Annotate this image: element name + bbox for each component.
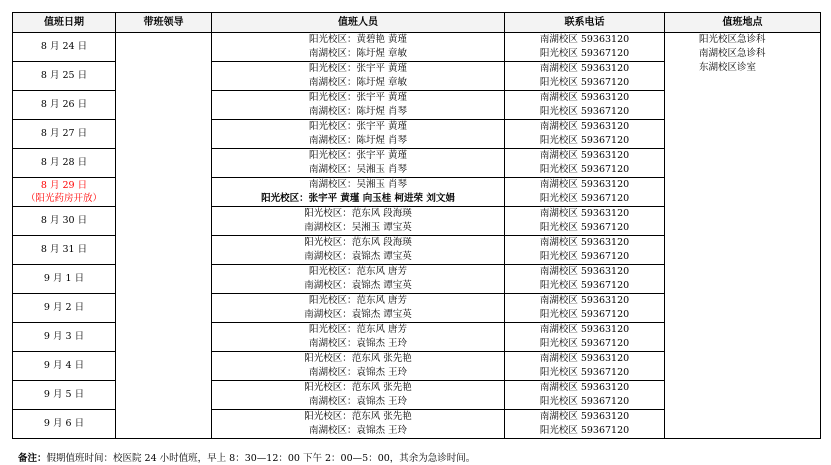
phone-line: 阳光校区 59367120: [539, 425, 630, 436]
phone-cell: [505, 33, 665, 62]
staff-line: 南湖校区：袁锦杰 王玲: [308, 425, 408, 436]
staff-line: 南湖校区：袁锦杰 谭宝英: [304, 280, 412, 291]
date-cell: [13, 410, 116, 439]
staff-line: 阳光校区：范东风 张先艳: [304, 353, 412, 364]
staff-cell: [212, 381, 505, 410]
date-cell: [13, 120, 116, 149]
date-label: 9 月 4 日: [43, 360, 85, 372]
staff-line: 阳光校区：范东风 张先艳: [304, 382, 412, 393]
staff-line: 南湖校区：吴湘玉 肖琴: [308, 179, 408, 190]
date-cell: [13, 236, 116, 265]
date-label: 9 月 6 日: [43, 418, 85, 430]
date-cell: [13, 178, 116, 207]
staff-cell: [212, 207, 505, 236]
staff-line: 南湖校区：吴湘玉 肖琴: [308, 164, 408, 175]
phone-cell: [505, 91, 665, 120]
phone-cell: [505, 410, 665, 439]
phone-line: 南湖校区 59363120: [539, 295, 630, 306]
date-label: 9 月 2 日: [43, 302, 85, 314]
phone-line: 南湖校区 59363120: [539, 382, 630, 393]
phone-cell: [505, 294, 665, 323]
staff-cell: [212, 178, 505, 207]
phone-line: 阳光校区 59367120: [539, 164, 630, 175]
header-leader: 带班领导: [116, 13, 212, 33]
phone-cell: [505, 62, 665, 91]
phone-line: 阳光校区 59367120: [539, 48, 630, 59]
staff-line: 南湖校区：陈圩煋 肖琴: [308, 135, 408, 146]
phone-line: 阳光校区 59367120: [539, 251, 630, 262]
staff-cell: [212, 352, 505, 381]
phone-cell: [505, 323, 665, 352]
staff-cell: [212, 294, 505, 323]
phone-cell: [505, 352, 665, 381]
date-cell: [13, 62, 116, 91]
staff-line: 阳光校区：黄碧艳 黄瑾: [308, 34, 408, 45]
location-line: 东湖校区诊室: [699, 62, 757, 73]
staff-line: 阳光校区：张宇平 黄瑾: [308, 92, 408, 103]
staff-line: 阳光校区：张宇平 黄瑾: [308, 63, 408, 74]
phone-line: 阳光校区 59367120: [539, 135, 630, 146]
date-cell: [13, 207, 116, 236]
staff-line: 阳光校区：张宇平 黄瑾: [308, 121, 408, 132]
date-cell: [13, 381, 116, 410]
staff-line: 阳光校区：范东风 唐芳: [308, 266, 408, 277]
footnote: [18, 453, 475, 465]
phone-line: 南湖校区 59363120: [539, 92, 630, 103]
phone-cell: [505, 120, 665, 149]
staff-cell: [212, 265, 505, 294]
phone-line: 南湖校区 59363120: [539, 63, 630, 74]
header-row: [13, 13, 821, 33]
phone-line: 阳光校区 59367120: [539, 367, 630, 378]
staff-cell: [212, 62, 505, 91]
staff-line: 南湖校区：陈圩煋 肖琴: [308, 106, 408, 117]
staff-line: 阳光校区：范东风 段海瑛: [304, 237, 412, 248]
phone-cell: [505, 178, 665, 207]
staff-cell: [212, 410, 505, 439]
date-label: 8 月 29 日: [40, 179, 88, 191]
location-line: 南湖校区急诊科: [699, 48, 766, 59]
staff-line: 南湖校区：袁锦杰 王玲: [308, 367, 408, 378]
staff-cell: [212, 149, 505, 178]
staff-line: 阳光校区：范东风 唐芳: [308, 295, 408, 306]
phone-line: 南湖校区 59363120: [539, 324, 630, 335]
date-label: 8 月 25 日: [40, 70, 88, 82]
phone-line: 南湖校区 59363120: [539, 266, 630, 277]
staff-line: 阳光校区：范东风 段海瑛: [304, 208, 412, 219]
phone-line: 南湖校区 59363120: [539, 237, 630, 248]
header-staff: 值班人员: [212, 13, 505, 33]
location-cell: [665, 33, 821, 439]
date-label: 9 月 5 日: [43, 389, 85, 401]
phone-line: 南湖校区 59363120: [539, 34, 630, 45]
staff-cell: [212, 323, 505, 352]
date-label: 8 月 30 日: [40, 215, 88, 227]
phone-line: 南湖校区 59363120: [539, 353, 630, 364]
date-note: （阳光药房开放）: [25, 193, 102, 204]
phone-line: 阳光校区 59367120: [539, 338, 630, 349]
table-row: [13, 33, 821, 62]
header-date: 值班日期: [13, 13, 116, 33]
phone-cell: [505, 149, 665, 178]
duty-table: [12, 12, 821, 439]
staff-line: 阳光校区：范东风 张先艳: [304, 411, 412, 422]
phone-line: 南湖校区 59363120: [539, 208, 630, 219]
phone-line: 阳光校区 59367120: [539, 309, 630, 320]
staff-line: 南湖校区：袁锦杰 王玲: [308, 396, 408, 407]
date-label: 9 月 3 日: [43, 331, 85, 343]
phone-cell: [505, 236, 665, 265]
date-label: 8 月 24 日: [40, 41, 88, 53]
staff-line: 南湖校区：吴湘玉 谭宝英: [304, 222, 412, 233]
duty-schedule: [12, 12, 821, 464]
phone-line: 阳光校区 59367120: [539, 280, 630, 291]
date-cell: [13, 33, 116, 62]
staff-line: 阳光校区：张宇平 黄瑾 向玉桂 柯进荣 刘文娟: [261, 193, 455, 204]
phone-line: 阳光校区 59367120: [539, 396, 630, 407]
phone-line: 阳光校区 59367120: [539, 193, 630, 204]
staff-cell: [212, 91, 505, 120]
staff-line: 南湖校区：袁锦杰 谭宝英: [304, 309, 412, 320]
phone-line: 阳光校区 59367120: [539, 106, 630, 117]
date-label: 9 月 1 日: [43, 273, 85, 285]
date-cell: [13, 323, 116, 352]
date-cell: [13, 265, 116, 294]
staff-cell: [212, 33, 505, 62]
staff-line: 南湖校区：袁锦杰 王玲: [308, 338, 408, 349]
staff-line: 阳光校区：范东风 唐芳: [308, 324, 408, 335]
phone-line: 南湖校区 59363120: [539, 411, 630, 422]
staff-line: 阳光校区：张宇平 黄瑾: [308, 150, 408, 161]
location-line: 阳光校区急诊科: [699, 34, 766, 45]
footnote-text: 假期值班时间：校医院 24 小时值班，早上 8：30—12：00 下午 2：00—5：00，其余为急诊时间。: [46, 453, 476, 464]
header-phone: 联系电话: [505, 13, 665, 33]
header-location: 值班地点: [665, 13, 821, 33]
footnote-label: 备注：: [18, 453, 47, 464]
date-label: 8 月 28 日: [40, 157, 88, 169]
phone-cell: [505, 265, 665, 294]
date-label: 8 月 31 日: [40, 244, 88, 256]
date-label: 8 月 27 日: [40, 128, 88, 140]
date-cell: [13, 149, 116, 178]
leader-cell: [116, 33, 212, 439]
staff-line: 南湖校区：陈圩煋 章敏: [308, 48, 408, 59]
staff-line: 南湖校区：袁锦杰 谭宝英: [304, 251, 412, 262]
date-cell: [13, 352, 116, 381]
phone-cell: [505, 381, 665, 410]
date-cell: [13, 294, 116, 323]
date-cell: [13, 91, 116, 120]
date-label: 8 月 26 日: [40, 99, 88, 111]
phone-line: 南湖校区 59363120: [539, 150, 630, 161]
phone-line: 阳光校区 59367120: [539, 222, 630, 233]
phone-cell: [505, 207, 665, 236]
phone-line: 南湖校区 59363120: [539, 121, 630, 132]
staff-line: 南湖校区：陈圩煋 章敏: [308, 77, 408, 88]
phone-line: 南湖校区 59363120: [539, 179, 630, 190]
staff-cell: [212, 236, 505, 265]
staff-cell: [212, 120, 505, 149]
phone-line: 阳光校区 59367120: [539, 77, 630, 88]
